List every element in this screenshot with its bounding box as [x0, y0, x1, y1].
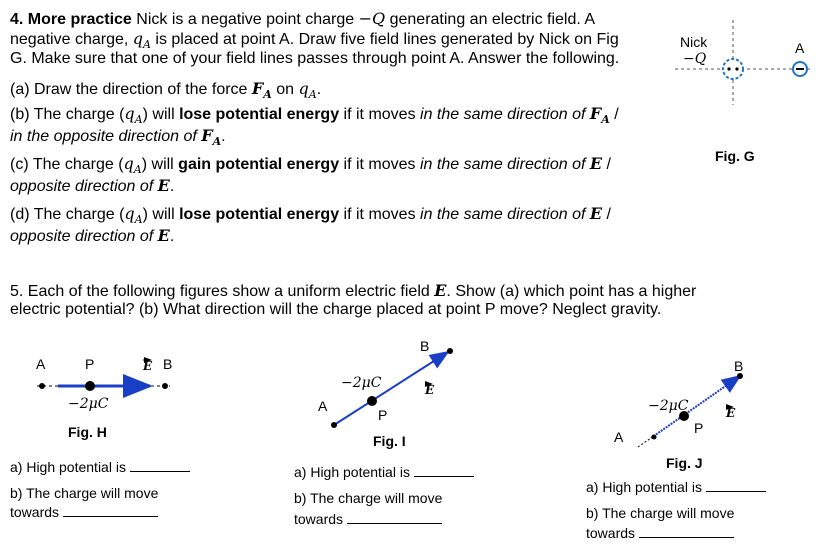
fig-i-caption: Fig. I [373, 433, 406, 449]
q4-part-d-line-2: opposite direction of E. [10, 226, 175, 245]
fig-g-point-a-label: A [795, 40, 805, 56]
fig-i-point-b: B [420, 338, 430, 354]
fig-j-point-b: B [734, 358, 744, 374]
fig-j-charge: −2μC [648, 398, 689, 414]
q4-line-3: G. Make sure that one of your field lines passes through point A. Answer the following. [10, 50, 620, 67]
fig-i-charge: −2μC [341, 375, 382, 391]
q5-line-2: electric potential? (b) What direction will the charge placed at point P move? Neglect gravity. [10, 301, 662, 318]
fig-i-question-a: a) High potential is [294, 462, 474, 480]
q5-line-1: 5. Each of the following figures show a uniform electric field E. Show (a) which point has a higher [10, 281, 697, 300]
fig-j-question-b: b) The charge will move [586, 505, 735, 521]
fig-h-point-b: B [163, 356, 173, 372]
q4-part-a: (a) Draw the direction of the force $F_A$ on $q_A$. [10, 79, 322, 102]
fig-g-nick-label: Nick [680, 34, 708, 50]
fig-h-question-b-towards: towards [10, 502, 158, 520]
q4-part-b-line-2: in the opposite direction of $F_A$. [10, 126, 226, 149]
fig-h-field-label: E [143, 359, 153, 373]
fig-g-caption: Fig. G [715, 148, 755, 164]
fig-i-point-a: A [318, 398, 328, 414]
fig-j-point-p: P [694, 420, 704, 436]
q4-part-c-line-2: opposite direction of E. [10, 176, 175, 195]
fig-h-point-a: A [36, 356, 46, 372]
q4-part-d-line-1: (d) The charge $(q_A)$ will lose potential energy if it moves in the same direction of E / [10, 204, 611, 227]
q4-line-1: 4. More practice Nick is a negative point charge −Q generating an electric field. A [10, 9, 596, 28]
fig-h-point-p: P [85, 356, 95, 372]
fig-j-question-b-towards: towards [586, 523, 734, 541]
fig-h-charge: −2μC [68, 396, 109, 412]
fig-h-caption: Fig. H [68, 424, 107, 440]
fig-i-point-p: P [378, 407, 388, 423]
fig-h-question-a: a) High potential is [10, 457, 190, 475]
q4-part-c-line-1: (c) The charge $(q_A)$ will gain potential energy if it moves in the same direction of E / [10, 154, 611, 177]
fig-j-field-label: E [726, 406, 736, 420]
fig-j-caption: Fig. J [666, 455, 703, 471]
fig-j-question-a: a) High potential is [586, 477, 766, 495]
fig-i-question-b-towards: towards [294, 509, 442, 527]
q4-line-2: negative charge, $q_A$ is placed at point A. Draw five field lines generated by Nick on Fig [10, 29, 619, 52]
fig-g-charge-label: −Q [683, 51, 707, 67]
fig-h-question-b: b) The charge will move [10, 485, 159, 501]
q4-part-b-line-1: (b) The charge $(q_A)$ will lose potential energy if it moves in the same direction of $F_A$ / [10, 104, 619, 127]
fig-j-point-a: A [614, 429, 624, 445]
fig-i-question-b: b) The charge will move [294, 490, 443, 506]
fig-i-field-label: E [425, 383, 435, 397]
